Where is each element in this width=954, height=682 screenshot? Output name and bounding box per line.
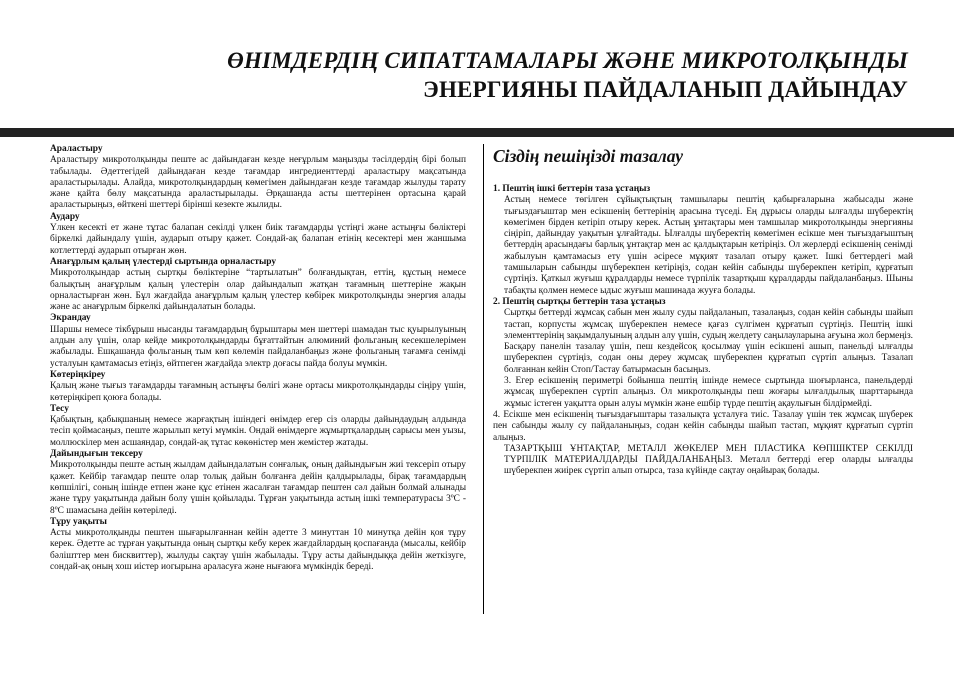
section-shielding [50, 313, 466, 369]
section-text: Қалың және тығыз тағамдарды тағамның астыңғы бөлігі және ортасы микротолқындарды сіңіру үшін, көтеріңкіреп қоюға болады. [50, 381, 466, 403]
section-heading: Аудару [50, 211, 80, 222]
section-heading: Көтеріңкіреу [50, 369, 106, 380]
section-text: Микротолқындар астың сыртқы бөліктеріне “тартылатын” болғандықтан, еттің, құстың немесе балықтың анағұрлым қалың үлестерін олар дайындалып жатқан тағамның шеттеріне жақын орналастырған жөн. Бұл жағдайда анағұрлым қалың үлестер көбірек микротолқынды энергия алады және ас анағұрлым біркелкі дайындалатын болады. [50, 268, 466, 313]
page-title [227, 46, 908, 104]
section-text: Қабықтың, қабықшаның немесе жарғақтың ішіндегі өнімдер егер сіз оларды дайындаудың алдында тесіп қоймасаңыз, пеште жарылып кетуі мүмкін. Ондай өнімдерге жұмыртқалардың сарысы мен уызы, моллюскілер мен асшаяндар, сондай-ақ тұтас көкөністер мен жемістер жатады. [50, 415, 466, 448]
section-text: Араластыру микротолқынды пеште ас дайындаған кезде неғұрлым маңызды тәсілдердің бірі болып табылады. Әдеттегідей дайындаған кезде тағамдар ингредиенттерді араластыру мақсатында араластырылады. Алайда, микротолқындардың көмегімен дайындаған кезде тағамдар жылуды тарату және қайта бөлу мақсатында араластырылады. Әрқашанда асты шеттерінен ортасына қарай араластырыңыз, өйткені шеттері бірінші кезекте жылиды. [50, 155, 466, 211]
section-heading: Анағұрлым қалың үлестерді сыртында орналастыру [50, 256, 277, 267]
section-heading: Тесу [50, 403, 69, 414]
section-elevating [50, 370, 466, 404]
section-piercing [50, 404, 466, 449]
section-thick-portions [50, 257, 466, 313]
cleaning-item-2 [493, 297, 913, 376]
section-heading: Дайындығын тексеру [50, 449, 143, 460]
item-heading: 1. Пештің ішкі беттерін таза ұстаңыз [493, 184, 651, 194]
section-stirring [50, 144, 466, 212]
section-text: Шаршы немесе тікбұрыш нысанды тағамдардың бұрыштары мен шеттері шамадан тыс қуырылуының алдын алу үшін, олар кейде микротолқындарды бұғаттайтын алюминий фольганың кесекшелерімен жабылады. Ешқашанда фольганың тым көп көлемін пайдаланбаңыз және фольганың тағамға сенімді усталуын қамтамасыз етіңіз, өйтпеген жағдайда электр доғасы пайда болуы мүмкін. [50, 324, 466, 369]
cleaning-item-3 [493, 376, 913, 410]
title-line-1: ӨНІМДЕРДІҢ СИПАТТАМАЛАРЫ ЖӘНЕ МИКРОТОЛҚЫНДЫ [227, 48, 908, 73]
title-line-2: ЭНЕРГИЯНЫ ПАЙДАЛАНЫП ДАЙЫНДАУ [423, 77, 908, 102]
item-heading: 2. Пештің сыртқы беттерін таза ұстаңыз [493, 296, 666, 307]
section-heading: Тұру уақыты [50, 516, 107, 527]
right-column [493, 145, 913, 478]
left-column [50, 144, 466, 573]
header-divider-band [0, 128, 954, 137]
item-text: Сыртқы беттерді жұмсақ сабын мен жылу суды пайдаланып, тазалаңыз, содан кейін сабынды шайып тастап, корпусты жұмсақ шүберекпен немесе қағаз сүлгімен құрғатып сүртіңіз. Пештің ішкі элементтерінің зақымдалуының алдын алу үшін, судың желдету саңылауларына ағуына жол бермеңіз. Басқару панелін тазалау үшін, пеш кездейсоқ қосылмау үшін есікшені ашып, панельді ылғалды шүберекпен сүртіңіз, содан оны дереу жұмсақ шүберекпен құрғатып сүртіп алыңыз. Тазалап болғаннан кейін Стоп/Тастау батырмасын басыңыз. [504, 308, 913, 375]
cleaning-item-1 [493, 184, 913, 297]
item-text: ТАЗАРТҚЫШ ҰНТАҚТАР, МЕТАЛЛ ЖӨКЕЛЕР МЕН ПЛАСТИКА КӨПШІКТЕР СЕКІЛДІ ТҮРПІЛІК МАТЕРИАЛДАРДЫ ПАЙДАЛАНБАҢЫЗ. Металл беттерді егер оларды ылғалды шүберекпен жиірек сүртіп алып отырса, таза күйінде сақтау оңайырақ болады. [504, 443, 913, 477]
section-heading: Экрандау [50, 313, 91, 324]
item-text: 4. Есікше мен есікшенің тығыздағыштары тазалықта ұсталуға тиіс. Тазалау үшін тек жұмсақ шүберек пен сабынды жылу су пайдаланыңыз, содан кейін сабынды шайып тастап, мұқият құрғатып сүртіп алыңыз. [493, 409, 913, 443]
section-turning [50, 212, 466, 257]
section-checking-doneness [50, 449, 466, 517]
column-divider [483, 144, 484, 614]
cleaning-item-4 [493, 410, 913, 444]
section-heading: Араластыру [50, 144, 103, 154]
section-text: Үлкен кесекті ет және тұтас балапан секілді үлкен биік тағамдарды үстіңгі және астыңғы бөліктері біркелкі дайындалу үшін, аударып отыру қажет. Сондай-ақ балапан етінің кесектері мен жаншыма котлеттерді аударып отырған жөн. [50, 223, 466, 256]
cleaning-title: Сіздің пешіңізді тазалау [493, 146, 684, 166]
cleaning-warning [493, 444, 913, 478]
section-text: Микротолқынды пеште астың жылдам дайындалатын сонғалық, оның дайындығын жиі тексеріп отыру қажет. Кейбір тағамдар пеште олар толық дайын болғанға дейін қалдырылады, бірақ тағамдардың көпшілігі, соның ішінде етпен және құс етінен жасалған тағамдар пештен сәл дайын болмай алынады және тұру уақытында дайын болу үшін қойылады. Тұрған уақытында астың ішкі температурасы 3ºС - 8ºС шамасына дейін көтеріледі. [50, 460, 466, 516]
item-text: 3. Егер есікшенің периметрі бойынша пештің ішінде немесе сыртында шоғырланса, панельдерді жұмсақ шүберекпен сүртіп алыңыз. Ол микротолқынды пеш жоғары ылғалдылық шарттарында жұмыс істеген уақытта орын алуы мүмкін және ешбір түрде пештің ақаулығын білдірмейді. [504, 376, 913, 409]
section-standing-time [50, 517, 466, 573]
item-text: Астың немесе төгілген сұйықтықтың тамшылары пештің қабырғаларына жабысады және тығыздағыштар мен есікшенің беттерінің арасына түседі. Ең дұрысы оларды ылғалды шүберектің көмегімен бірден кетіріп отыру керек. Астың ұнтақтары мен тамшылар микротолқынды энергияны сіңіріп, дайындау уақытын ұлғайтады. Ылғалды шүберектің көмегімен есікше мен тығыздағыштың беттердің арасындағы барлық ұнтақтар мен ас қалдықтарын кетіріңіз. Ол жерлерді есікшенің сенімді жабылуын қамтамасыз ету үшін әсіресе мұқият тазалап отыру қажет. Ішкі беттердегі май тамшыларын сабынды шүберекпен кетіріңіз, содан кейін сабынды шүберекпен кетіріп, құрғатып сүртіңіз. Қаткыл жуғыш құралдарды немесе түрпілік тазартқыш құралдарды пайдаланбаңыз. Шыны табақты қолмен немесе ыдыс жуғыш машинада жууға болады. [504, 195, 913, 296]
section-text: Асты микротолқынды пештен шығарылғаннан кейін әдетте 3 минуттан 10 минутқа дейін қоя тұру керек. Әдетте ас тұрған уақытында оның сыртқы кебу керек жағдайлардың қоспағанда (мысалы, кейбір бәлішттер мен бисквиттер), жылуды сақтау үшін жабылады. Тұру асты дайындыққа дейін жеткізуге, сондай-ақ оның хош иістер иогырына араласуға және нығаюға мүмкіндік береді. [50, 528, 466, 572]
